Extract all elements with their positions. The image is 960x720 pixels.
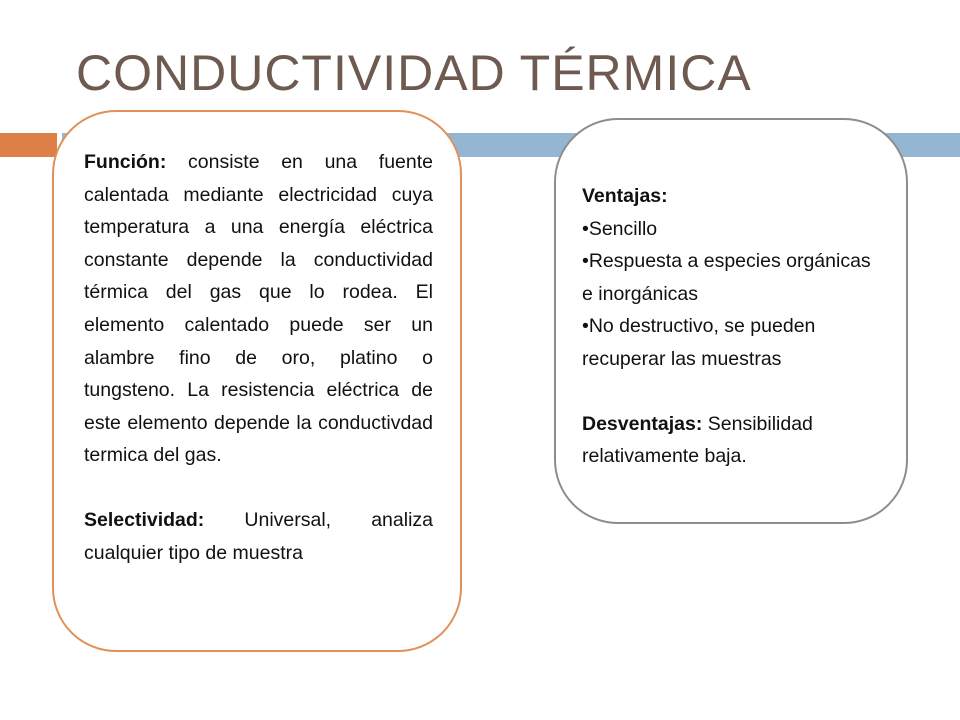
- selectividad-paragraph: [84, 504, 433, 569]
- desventajas-label: Desventajas:: [582, 412, 703, 435]
- selectividad-text: Universal, analiza cualquier tipo de muestra: [84, 508, 433, 564]
- ventajas-item: •No destructivo, se pueden recuperar las muestras: [582, 315, 816, 370]
- desventajas-text: Sensibilidad relativamente baja.: [582, 412, 813, 468]
- funcion-paragraph: [84, 146, 433, 472]
- ventajas-item: •Respuesta a especies orgánicas e inorgánicas: [582, 250, 871, 305]
- function-card-text: [84, 146, 433, 569]
- accent-bar-orange: [0, 133, 57, 157]
- funcion-label: Función:: [84, 151, 167, 173]
- ventajas-label: Ventajas:: [582, 185, 668, 207]
- slide-title: CONDUCTIVIDAD TÉRMICA: [76, 45, 752, 101]
- desventajas-paragraph: [582, 408, 882, 473]
- pros-cons-card-text: [582, 180, 882, 473]
- ventajas-item: •Sencillo: [582, 217, 658, 240]
- funcion-text: consiste en una fuente calentada mediante electricidad cuya temperatura a una energía eléctrica constante depende la conductividad térmica del gas que lo rodea. El elemento calentado puede ser un alambre fino de oro, platino o tungsteno. La resistencia eléctrica de este elemento depende la conductivdad termica del gas.: [84, 151, 433, 467]
- selectividad-label: Selectividad:: [84, 508, 205, 531]
- ventajas-heading: [582, 180, 882, 213]
